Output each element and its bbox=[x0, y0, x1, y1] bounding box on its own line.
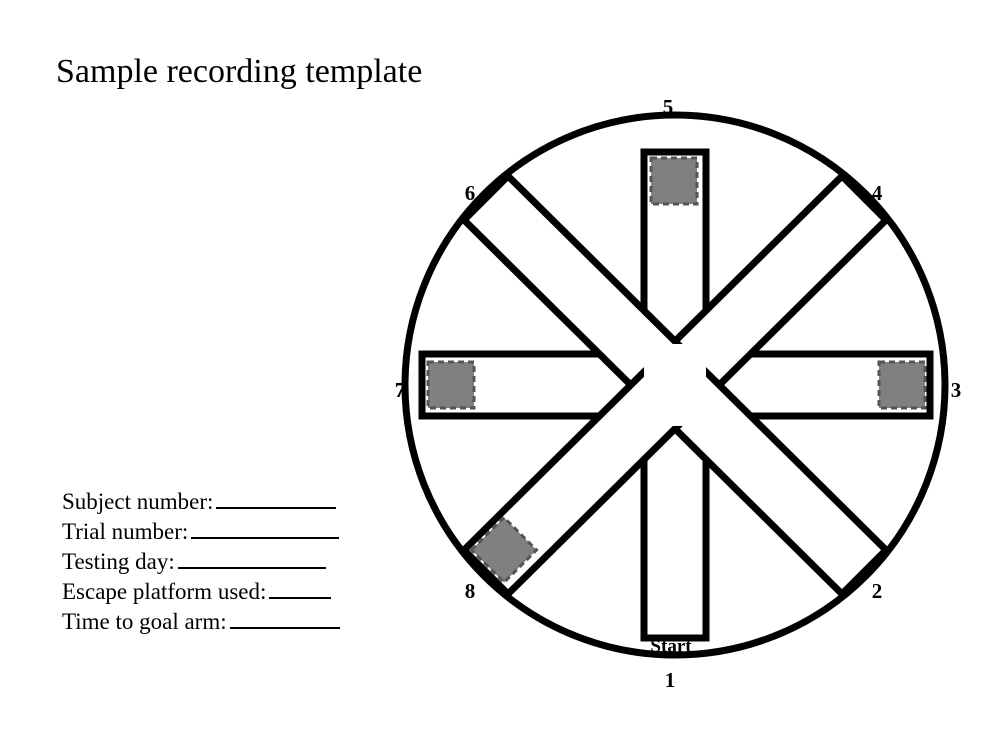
arm-label-7: 7 bbox=[394, 378, 406, 402]
testing-day-blank[interactable] bbox=[178, 549, 326, 569]
trial-number-label: Trial number: bbox=[62, 519, 189, 544]
page-title: Sample recording template bbox=[56, 53, 423, 90]
subject-number-label: Subject number: bbox=[62, 489, 214, 514]
escape-platform-label: Escape platform used: bbox=[62, 579, 267, 604]
radial-maze-diagram bbox=[390, 90, 970, 690]
time-to-goal-label: Time to goal arm: bbox=[62, 609, 227, 634]
escape-platform-arm-3 bbox=[879, 362, 925, 408]
arm-label-8: 8 bbox=[464, 579, 476, 603]
arm-label-5: 5 bbox=[662, 95, 674, 119]
escape-platform-arm-7 bbox=[428, 362, 474, 408]
trial-number-blank[interactable] bbox=[191, 519, 339, 539]
arm-label-1: 1 bbox=[664, 668, 676, 690]
time-to-goal-blank[interactable] bbox=[230, 609, 340, 629]
arm-label-2: 2 bbox=[871, 579, 883, 603]
escape-platform-blank[interactable] bbox=[269, 579, 331, 599]
arm-label-4: 4 bbox=[871, 181, 883, 205]
testing-day-label: Testing day: bbox=[62, 549, 175, 574]
maze-center-hub bbox=[644, 344, 706, 426]
arm-label-3: 3 bbox=[950, 378, 962, 402]
subject-number-blank[interactable] bbox=[216, 489, 336, 509]
start-label: Start bbox=[650, 636, 692, 657]
arm-label-6: 6 bbox=[464, 181, 476, 205]
escape-platform-arm-5 bbox=[651, 158, 697, 204]
